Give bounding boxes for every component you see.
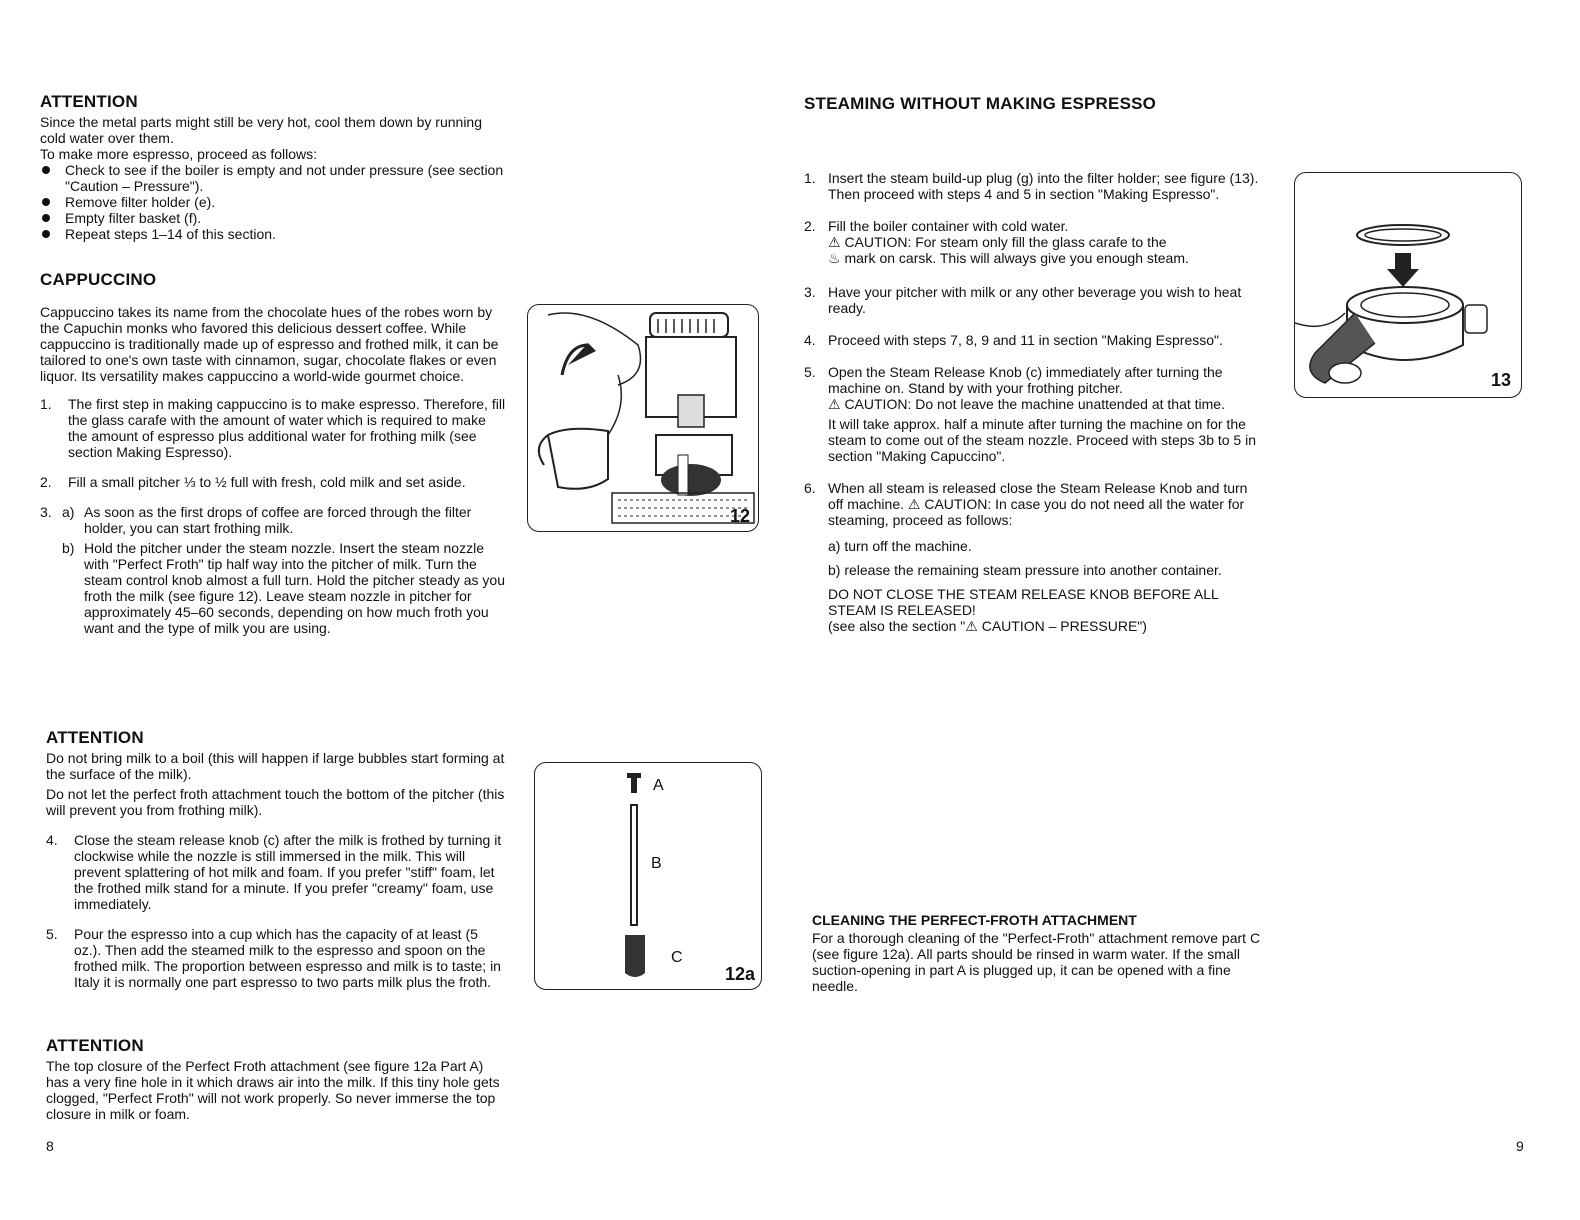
step-1 (40, 396, 508, 460)
step-number: 6. (804, 480, 816, 496)
steaming-section (804, 94, 1266, 634)
step-5 (804, 364, 1266, 464)
step-text: Open the Steam Release Knob (c) immediately after turning the machine on. Stand by with your frothing pitcher. (828, 364, 1223, 396)
step-text: Fill the boiler container with cold water. (828, 218, 1069, 234)
attention-paragraph: Do not let the perfect froth attachment touch the bottom of the pitcher (this will prevent you from frothing milk). (46, 786, 505, 818)
step-1 (804, 170, 1266, 202)
step-text: The first step in making cappuccino is to make espresso. Therefore, fill the glass carafe with the amount of water which is required to make the amount of espresso plus additional water for frothing milk (see section Making Espresso). (68, 396, 506, 460)
attention-heading: ATTENTION (46, 728, 144, 747)
substep-label: a) (62, 504, 75, 520)
figure-12a (534, 762, 762, 990)
caution-text: ⚠ CAUTION: For steam only fill the glass carafe to the (828, 234, 1167, 250)
caution-text: ⚠ CAUTION: Do not leave the machine unattended at that time. (828, 396, 1225, 412)
step-number: 4. (46, 832, 58, 848)
step-text: Have your pitcher with milk or any other beverage you wish to heat ready. (828, 284, 1242, 316)
attention-section-2 (46, 728, 506, 990)
cappuccino-section (40, 270, 508, 636)
filter-holder-illustration (1295, 173, 1521, 397)
list-item: Empty filter basket (f). (40, 210, 505, 226)
part-label-b: B (651, 855, 662, 872)
step-text: When all steam is released close the Steam Release Knob and turn off machine. ⚠ CAUTION: In case you do not need all the water for steaming, proceed as follows: (828, 480, 1248, 528)
step-number: 3. (40, 504, 52, 520)
figure-12 (527, 304, 759, 532)
warning-text: DO NOT CLOSE THE STEAM RELEASE KNOB BEFORE ALL STEAM IS RELEASED! (828, 586, 1219, 618)
warning-text: (see also the section "⚠ CAUTION – PRESSURE") (828, 618, 1147, 634)
list-item: Check to see if the boiler is empty and not under pressure (see section "Caution – Pressure"). (40, 162, 505, 194)
figure-number: 12 (729, 506, 750, 526)
step-number: 1. (804, 170, 816, 186)
attention-paragraph: The top closure of the Perfect Froth attachment (see figure 12a Part A) has a very fine hole in it which draws air into the milk. If this tiny hole gets clogged, "Perfect Froth" will not work properly. So never immerse the top closure in milk or foam. (46, 1058, 500, 1122)
step-text: Fill a small pitcher ⅓ to ½ full with fresh, cold milk and set aside. (68, 474, 466, 490)
step-number: 4. (804, 332, 816, 348)
step-text: As soon as the first drops of coffee are forced through the filter holder, you can start frothing milk. (84, 504, 472, 536)
figure-13 (1294, 172, 1522, 398)
cleaning-paragraph: For a thorough cleaning of the "Perfect-Froth" attachment remove part C (see figure 12a). All parts should be rinsed in warm water. If the small suction-opening in part A is plugged up, it can be opened with a fine needle. (812, 930, 1261, 994)
perfect-froth-attachment-illustration (535, 763, 761, 989)
step-text: Insert the steam build-up plug (g) into the filter holder; see figure (13). Then proceed with steps 4 and 5 in section "Making Espresso". (828, 170, 1259, 202)
step-number: 3. (804, 284, 816, 300)
page-number-right: 9 (1516, 1138, 1524, 1154)
step-2 (804, 218, 1266, 266)
attention-section-1 (40, 92, 505, 242)
step-3b (40, 540, 508, 636)
attention-heading: ATTENTION (46, 1036, 144, 1055)
step-3 (804, 284, 1266, 316)
attention-paragraph: To make more espresso, proceed as follows: (40, 146, 318, 162)
step-number: 1. (40, 396, 52, 412)
figure-number: 13 (1490, 370, 1511, 390)
list-item: Remove filter holder (e). (40, 194, 505, 210)
cleaning-heading: CLEANING THE PERFECT-FROTH ATTACHMENT (812, 912, 1137, 928)
step-number: 2. (804, 218, 816, 234)
caution-text: ♨ mark on carsk. This will always give you enough steam. (828, 250, 1189, 266)
step-4 (46, 832, 506, 912)
attention-paragraph: Do not bring milk to a boil (this will happen if large bubbles start forming at the surface of the milk). (46, 750, 505, 782)
page-number-left: 8 (46, 1138, 54, 1154)
substep-text: a) turn off the machine. (828, 538, 972, 554)
substep-text: b) release the remaining steam pressure into another container. (828, 562, 1222, 578)
step-number: 2. (40, 474, 52, 490)
part-label-c: C (671, 949, 683, 966)
step-5 (46, 926, 506, 990)
espresso-machine-illustration (528, 305, 758, 531)
cappuccino-heading: CAPPUCCINO (40, 270, 157, 289)
figure-number: 12a (724, 964, 755, 984)
step-text: Close the steam release knob (c) after the milk is frothed by turning it clockwise while the nozzle is still immersed in the milk. This will prevent splattering of hot milk and foam. If you prefer "stiff" foam, let the frothed milk stand for a minute. If you prefer "creamy" foam, use immediately. (74, 832, 502, 912)
step-number: 5. (46, 926, 58, 942)
cleaning-section (812, 912, 1276, 994)
step-2 (40, 474, 508, 490)
attention-paragraph: Since the metal parts might still be very hot, cool them down by running cold water over them. (40, 114, 482, 146)
step-text: Hold the pitcher under the steam nozzle. Insert the steam nozzle with "Perfect Froth" tip half way into the pitcher of milk. Turn the steam control knob almost a full turn. Hold the pitcher steady as you froth the milk (see figure 12). Leave steam nozzle in pitcher for approximately 45–60 seconds, depending on how much froth you want and the type of milk you are using. (84, 540, 505, 636)
step-3a (40, 504, 508, 536)
part-label-a: A (653, 777, 664, 794)
cappuccino-intro: Cappuccino takes its name from the chocolate hues of the robes worn by the Capuchin monks who favored this delicious dessert coffee. While cappuccino is traditionally made up of espresso and frothed milk, it can be tailored to one's own taste with cinnamon, sugar, chocolate flakes or even liquor. Its versatility makes cappuccino a world-wide gourmet choice. (40, 304, 499, 384)
step-number: 5. (804, 364, 816, 380)
step-text: It will take approx. half a minute after turning the machine on for the steam to come out of the steam nozzle. Proceed with steps 3b to 5 in section "Making Capuccino". (828, 416, 1257, 464)
attention-heading: ATTENTION (40, 92, 138, 111)
substep-label: b) (62, 540, 75, 556)
bullet-list (40, 162, 505, 242)
list-item: Repeat steps 1–14 of this section. (40, 226, 505, 242)
attention-section-3 (46, 1036, 506, 1122)
step-6 (804, 480, 1266, 634)
step-4 (804, 332, 1266, 348)
steaming-heading: STEAMING WITHOUT MAKING ESPRESSO (804, 94, 1157, 113)
step-text: Pour the espresso into a cup which has the capacity of at least (5 oz.). Then add the steamed milk to the espresso and spoon on the frothed milk. The proportion between espresso and milk is to taste; in Italy it is normally one part espresso to two parts milk plus the froth. (74, 926, 501, 990)
step-text: Proceed with steps 7, 8, 9 and 11 in section "Making Espresso". (828, 332, 1223, 348)
